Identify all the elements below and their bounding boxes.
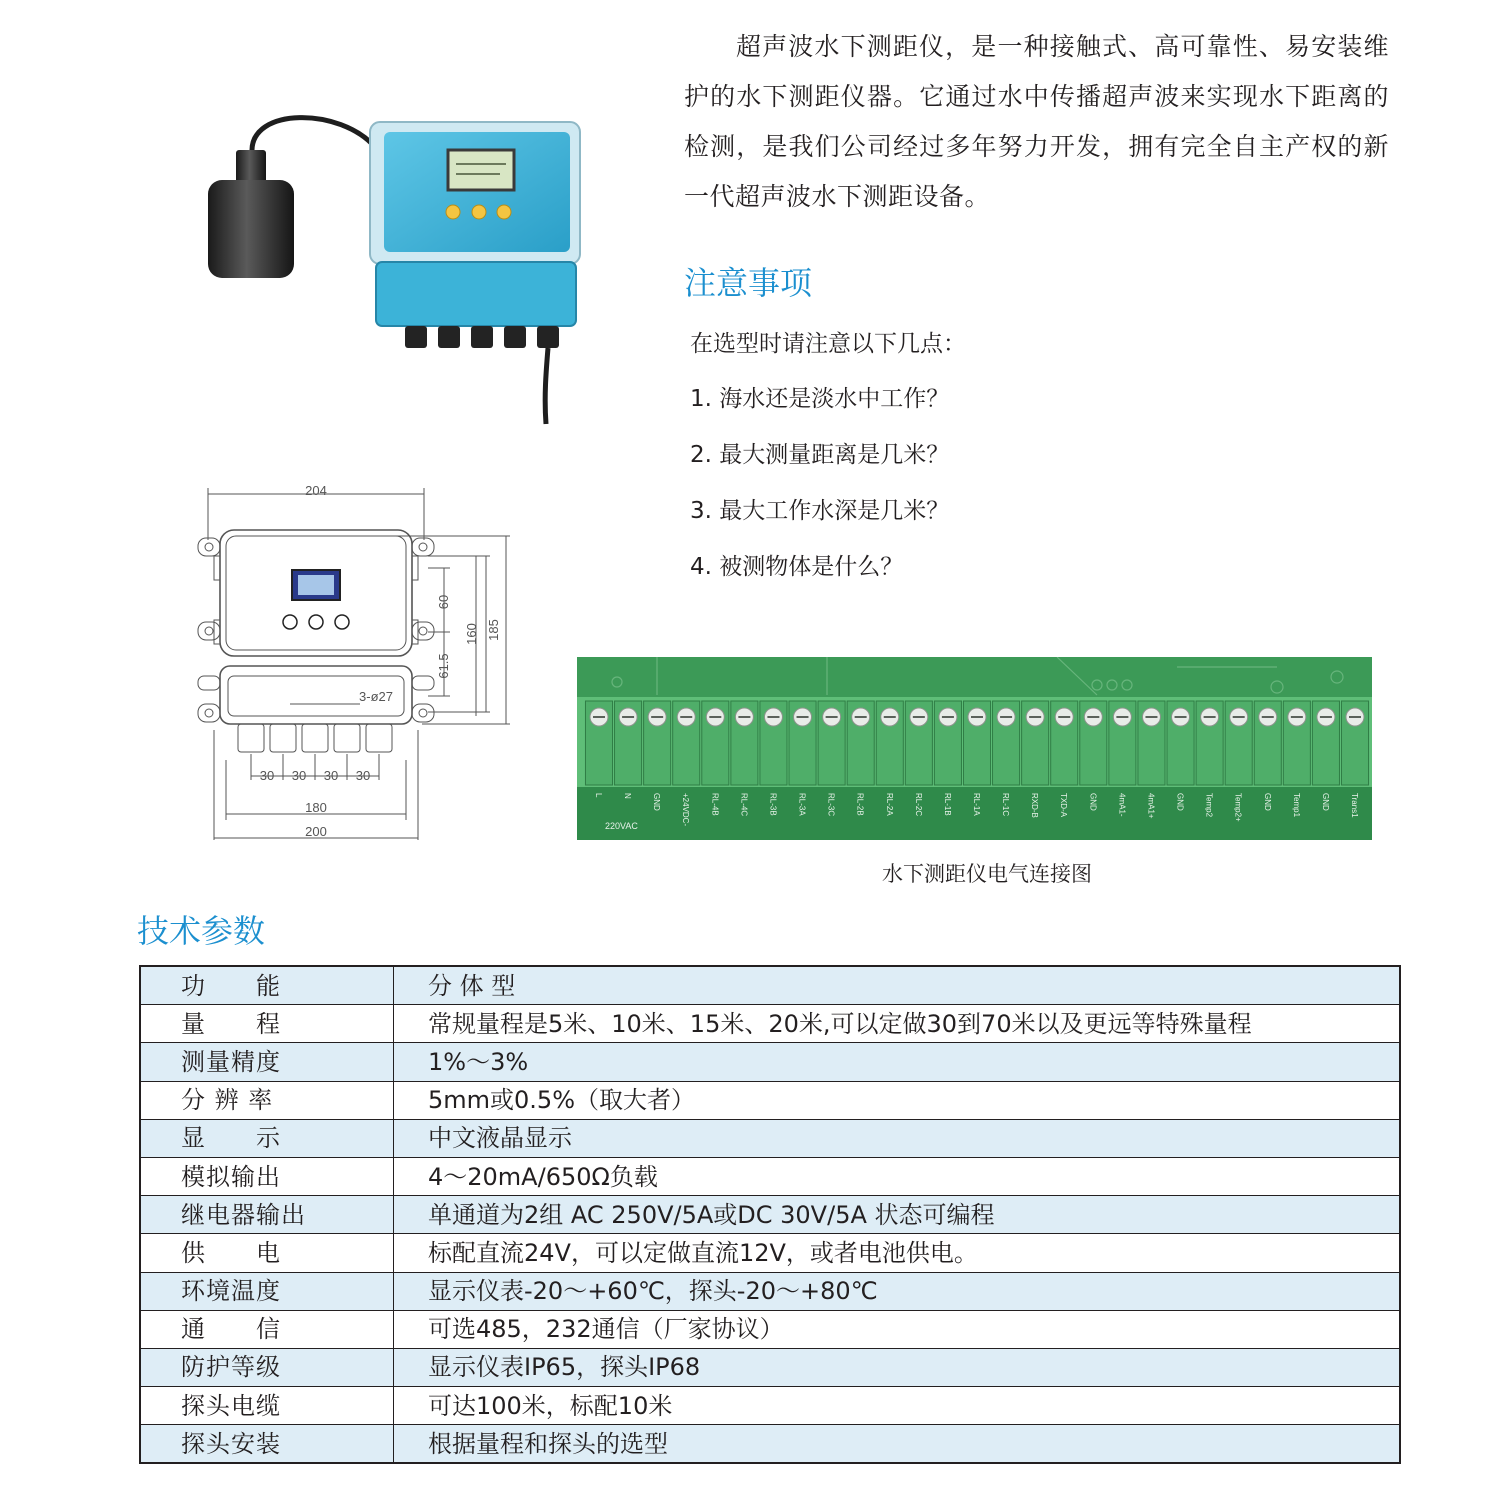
spec-value: 单通道为2组 AC 250V/5A或DC 30V/5A 状态可编程 — [394, 1196, 1401, 1234]
dim-180: 180 — [305, 800, 327, 815]
notice-item: 4. 被测物体是什么？ — [690, 554, 904, 580]
terminal-label: GND — [1320, 793, 1330, 811]
output-cable — [545, 348, 548, 424]
spec-value: 4～20mA/650Ω负载 — [394, 1157, 1401, 1195]
spec-value: 常规量程是5米、10米、15米、20米,可以定做30到70米以及更远等特殊量程 — [394, 1005, 1401, 1043]
spec-label: 分 辨 率 — [140, 1081, 394, 1119]
terminal-label: RL-1B — [942, 793, 952, 816]
terminal-label: RL-3B — [768, 793, 778, 816]
terminal-label: RL-3C — [826, 793, 836, 817]
notice-item: 1. 海水还是淡水中工作？ — [690, 386, 950, 412]
spec-row — [140, 1043, 1400, 1081]
notice-title: 注意事项 — [684, 264, 813, 302]
dimension-drawing — [190, 480, 520, 840]
terminal-label: TXD-A — [1059, 793, 1069, 817]
spec-value: 中文液晶显示 — [394, 1119, 1401, 1157]
spec-value: 可选485，232通信（厂家协议） — [394, 1310, 1401, 1348]
spec-label: 模拟输出 — [140, 1157, 394, 1195]
terminal-label: Trans1 — [1350, 793, 1359, 818]
terminal-label: Temp2 — [1204, 793, 1214, 818]
spec-value: 5mm或0.5%（取大者） — [394, 1081, 1401, 1119]
key-button — [497, 205, 511, 219]
lcd-display — [448, 150, 514, 190]
spec-label: 探头电缆 — [140, 1387, 394, 1425]
spec-row — [140, 1196, 1400, 1234]
terminal-label: 4mA1+ — [1146, 793, 1156, 819]
spec-label: 量 程 — [140, 1005, 394, 1043]
terminal-label: RL-2A — [884, 793, 894, 816]
product-photo — [200, 112, 600, 432]
spec-row — [140, 1081, 1400, 1119]
terminal-label: RL-1A — [972, 793, 981, 816]
spec-value: 标配直流24V，可以定做直流12V，或者电池供电。 — [394, 1234, 1401, 1272]
notice-item: 3. 最大工作水深是几米？ — [690, 498, 950, 524]
spec-label: 防护等级 — [140, 1348, 394, 1386]
dim-30: 30 — [259, 768, 275, 783]
pcb-silk-220vac: 220VAC — [605, 821, 638, 831]
key-button — [472, 205, 486, 219]
terminal-label: L — [594, 793, 603, 798]
probe-cable — [252, 118, 375, 152]
dim-61-5: 61.5 — [436, 653, 451, 679]
terminal-box — [376, 262, 576, 326]
dim-200: 200 — [305, 824, 327, 839]
terminal-label: RL-4B — [710, 793, 720, 816]
spec-label: 供 电 — [140, 1234, 394, 1272]
spec-label: 环境温度 — [140, 1272, 394, 1310]
spec-value: 根据量程和探头的选型 — [394, 1425, 1401, 1464]
spec-label: 继电器输出 — [140, 1196, 394, 1234]
spec-value: 1%～3% — [394, 1043, 1401, 1081]
terminal-label: GND — [652, 793, 662, 811]
key-button — [446, 205, 460, 219]
terminal-label: RXD-B — [1030, 793, 1040, 818]
terminal-label: RL-2B — [855, 793, 865, 816]
dim-185: 185 — [486, 619, 501, 641]
spec-value: 显示仪表-20～+60℃，探头-20～+80℃ — [394, 1272, 1401, 1310]
spec-value: 可达100米，标配10米 — [394, 1387, 1401, 1425]
terminal-label: Temp1 — [1291, 793, 1301, 818]
spec-label: 显 示 — [140, 1119, 394, 1157]
terminal-label: Temp2+ — [1233, 793, 1243, 822]
dim-30: 30 — [355, 768, 371, 783]
dim-160: 160 — [464, 623, 479, 645]
notice-item: 2. 最大测量距离是几米？ — [690, 442, 950, 468]
spec-row — [140, 1234, 1400, 1272]
dim-30: 30 — [291, 768, 307, 783]
spec-label: 功 能 — [140, 966, 394, 1005]
terminal-label: +24VDC- — [681, 793, 691, 827]
spec-value: 显示仪表IP65，探头IP68 — [394, 1348, 1401, 1386]
dim-3-phi-27: 3-ø27 — [359, 689, 393, 704]
notice-intro: 在选型时请注意以下几点： — [690, 331, 966, 357]
spec-row — [140, 1157, 1400, 1195]
probe-body — [208, 180, 294, 278]
specs-title: 技术参数 — [137, 912, 266, 950]
spec-value: 分 体 型 — [394, 966, 1401, 1005]
spec-row — [140, 1387, 1400, 1425]
terminal-label: RL-2C — [913, 793, 923, 817]
specs-table — [139, 965, 1401, 1464]
spec-row — [140, 1348, 1400, 1386]
spec-label: 通 信 — [140, 1310, 394, 1348]
terminal-label: GND — [1175, 793, 1185, 811]
intro-paragraph: 超声波水下测距仪，是一种接触式、高可靠性、易安装维护的水下测距仪器。它通过水中传播超声波来实现水下距离的检测，是我们公司经过多年努力开发，拥有完全自主产权的新一代超声波水下测距设备。 — [684, 32, 1389, 211]
dim-30: 30 — [323, 768, 339, 783]
spec-label: 测量精度 — [140, 1043, 394, 1081]
spec-row — [140, 1425, 1400, 1464]
spec-label: 探头安装 — [140, 1425, 394, 1464]
spec-row — [140, 1119, 1400, 1157]
pcb-illustration — [577, 657, 1372, 840]
spec-row — [140, 1310, 1400, 1348]
cable-glands — [405, 326, 559, 348]
terminal-label: GND — [1088, 793, 1098, 811]
terminal-label: RL-4C — [739, 793, 749, 817]
pcb-caption: 水下测距仪电气连接图 — [882, 862, 1092, 886]
terminal-label: RL-3A — [797, 793, 807, 816]
spec-row — [140, 1272, 1400, 1310]
terminal-label: GND — [1262, 793, 1272, 811]
spec-row — [140, 1005, 1400, 1043]
terminal-label: RL-1C — [1001, 793, 1011, 817]
spec-row — [140, 966, 1400, 1005]
pcb-photo — [577, 657, 1372, 840]
terminal-label: 4mA1- — [1117, 793, 1127, 817]
dim-204: 204 — [305, 483, 327, 498]
dim-60: 60 — [436, 594, 451, 610]
terminal-label: N — [623, 793, 633, 799]
